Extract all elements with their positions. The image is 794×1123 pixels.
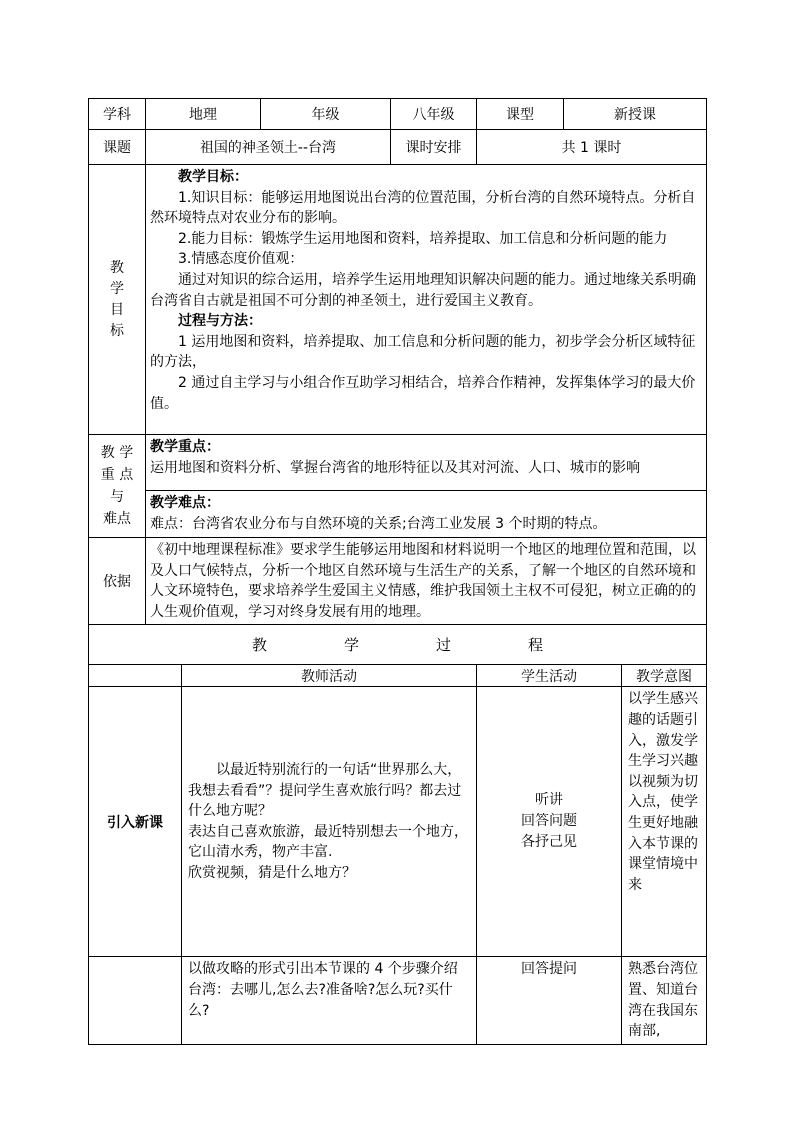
- keypoints-label: [89, 435, 146, 538]
- teacher-activity: 以做攻略的形式引出本节课的 4 个步骤介绍台湾：去哪儿,怎么去?准备啥?怎么玩?买什么?: [182, 957, 477, 1044]
- table-row: [89, 687, 707, 957]
- stage-header-blank: [89, 665, 182, 687]
- key-point-text: 运用地图和资料分析、掌握台湾省的地形特征以及其对河流、人口、城市的影响: [150, 459, 640, 476]
- attitude-title: 3.情感态度价值观：: [178, 251, 304, 268]
- difficulty-text: 难点：台湾省农业分布与自然环境的关系;台湾工业发展 3 个时期的特点。: [150, 515, 607, 532]
- goals-label: [89, 165, 146, 435]
- process-title-char: 学: [343, 636, 359, 655]
- basis-text: 《初中地理课程标准》要求学生能够运用地图和材料说明一个地区的地理位置和范围，以及人口气候特点，分析一个地区自然环境与生活生产的关系，了解一个地区的自然环境和人文环境特色，要求培养学生爱国主义情感，维护我国领土主权不可侵犯，树立正确的的人生观价值观，学习对终身发展有用的地理。: [146, 538, 707, 625]
- key-point-row: [89, 435, 707, 491]
- teacher-activity-p1: 以最近特别流行的一句话“世界那么大，我想去看看”？提问学生喜欢旅行吗？都去过什么地方呢？: [188, 762, 462, 820]
- goals-heading: 教学目标：: [178, 169, 248, 185]
- grade-label: 年级: [261, 99, 391, 130]
- header-row-2: [89, 130, 707, 165]
- stage-label: 引入新课: [89, 687, 182, 957]
- attitude-goal: 通过对知识的综合运用，培养学生运用地理知识解决问题的能力。通过地缘关系明确台湾省自古就是祖国不可分割的神圣领土，进行爱国主义教育。: [150, 271, 696, 309]
- goals-label-text: 教学目标: [110, 259, 124, 339]
- schedule-label: 课时安排: [391, 130, 477, 165]
- teacher-activity-p3: 欣赏视频，猜是什么地方？: [188, 865, 356, 882]
- topic-label: 课题: [89, 130, 146, 165]
- header-row-1: [89, 99, 707, 130]
- topic-value: 祖国的神圣领土--台湾: [146, 130, 391, 165]
- difficulty-heading: 教学难点：: [150, 495, 220, 511]
- teacher-activity-header: 教师活动: [182, 665, 477, 687]
- teacher-activity-p2: 表达自己喜欢旅游，最近特别想去一个地方，它山清水秀，物产丰富.: [188, 823, 468, 861]
- student-activity: 回答提问: [477, 957, 622, 1044]
- basis-label: 依据: [89, 538, 146, 625]
- process-title-char: 程: [527, 636, 543, 655]
- goals-row: [89, 165, 707, 435]
- keypoints-label-line2: 重 点: [100, 467, 134, 483]
- student-activity-header: 学生活动: [477, 665, 622, 687]
- student-activity-line: 各抒己见: [521, 834, 577, 851]
- keypoints-label-line3: 与: [110, 489, 124, 505]
- process-title-char: 教: [251, 636, 267, 655]
- student-activity-line: 回答问题: [521, 813, 577, 830]
- key-point-heading: 教学重点：: [150, 439, 220, 455]
- basis-row: [89, 538, 707, 625]
- process-title-char: 过: [435, 636, 451, 655]
- process-title: [89, 625, 707, 665]
- process-header-row: [89, 665, 707, 687]
- type-label: 课型: [477, 99, 564, 130]
- table-row: [89, 957, 707, 1044]
- subject-label: 学科: [89, 99, 146, 130]
- stage-label-blank: [89, 957, 182, 1044]
- difficulty-content: [146, 491, 707, 538]
- teaching-intent: 以学生感兴趣的话题引入，激发学生学习兴趣以视频为切入点，使学生更好地融入本节课的课堂情境中来: [622, 687, 707, 957]
- goals-content: [146, 165, 707, 435]
- ability-goal: 2.能力目标：锻炼学生运用地图和资料，培养提取、加工信息和分析问题的能力: [178, 230, 668, 247]
- method-1: 1 运用地图和资料，培养提取、加工信息和分析问题的能力，初步学会分析区域特征的方法，: [150, 333, 696, 371]
- type-value: 新授课: [564, 99, 707, 130]
- subject-value: 地理: [146, 99, 261, 130]
- keypoints-label-line4: 难点: [103, 511, 131, 527]
- teaching-intent: 熟悉台湾位置、知道台湾在我国东南部,: [622, 957, 707, 1044]
- method-2: 2 通过自主学习与小组合作互助学习相结合，培养合作精神，发挥集体学习的最大价值。: [150, 374, 696, 412]
- lesson-plan-table: [88, 98, 707, 1045]
- difficulty-row: [89, 491, 707, 538]
- teaching-intent-header: 教学意图: [622, 665, 707, 687]
- student-activity-line: 听讲: [535, 792, 563, 809]
- method-heading: 过程与方法：: [178, 313, 262, 330]
- schedule-value: 共 1 课时: [477, 130, 707, 165]
- grade-value: 八年级: [391, 99, 477, 130]
- process-title-row: [89, 625, 707, 665]
- key-point-content: [146, 435, 707, 491]
- teacher-activity: [182, 687, 477, 957]
- knowledge-goal: 1.知识目标：能够运用地图说出台湾的位置范围，分析台湾的自然环境特点。分析自然环境特点对农业分布的影响。: [150, 189, 696, 227]
- student-activity: [477, 687, 622, 957]
- keypoints-label-line1: 教 学: [100, 445, 134, 461]
